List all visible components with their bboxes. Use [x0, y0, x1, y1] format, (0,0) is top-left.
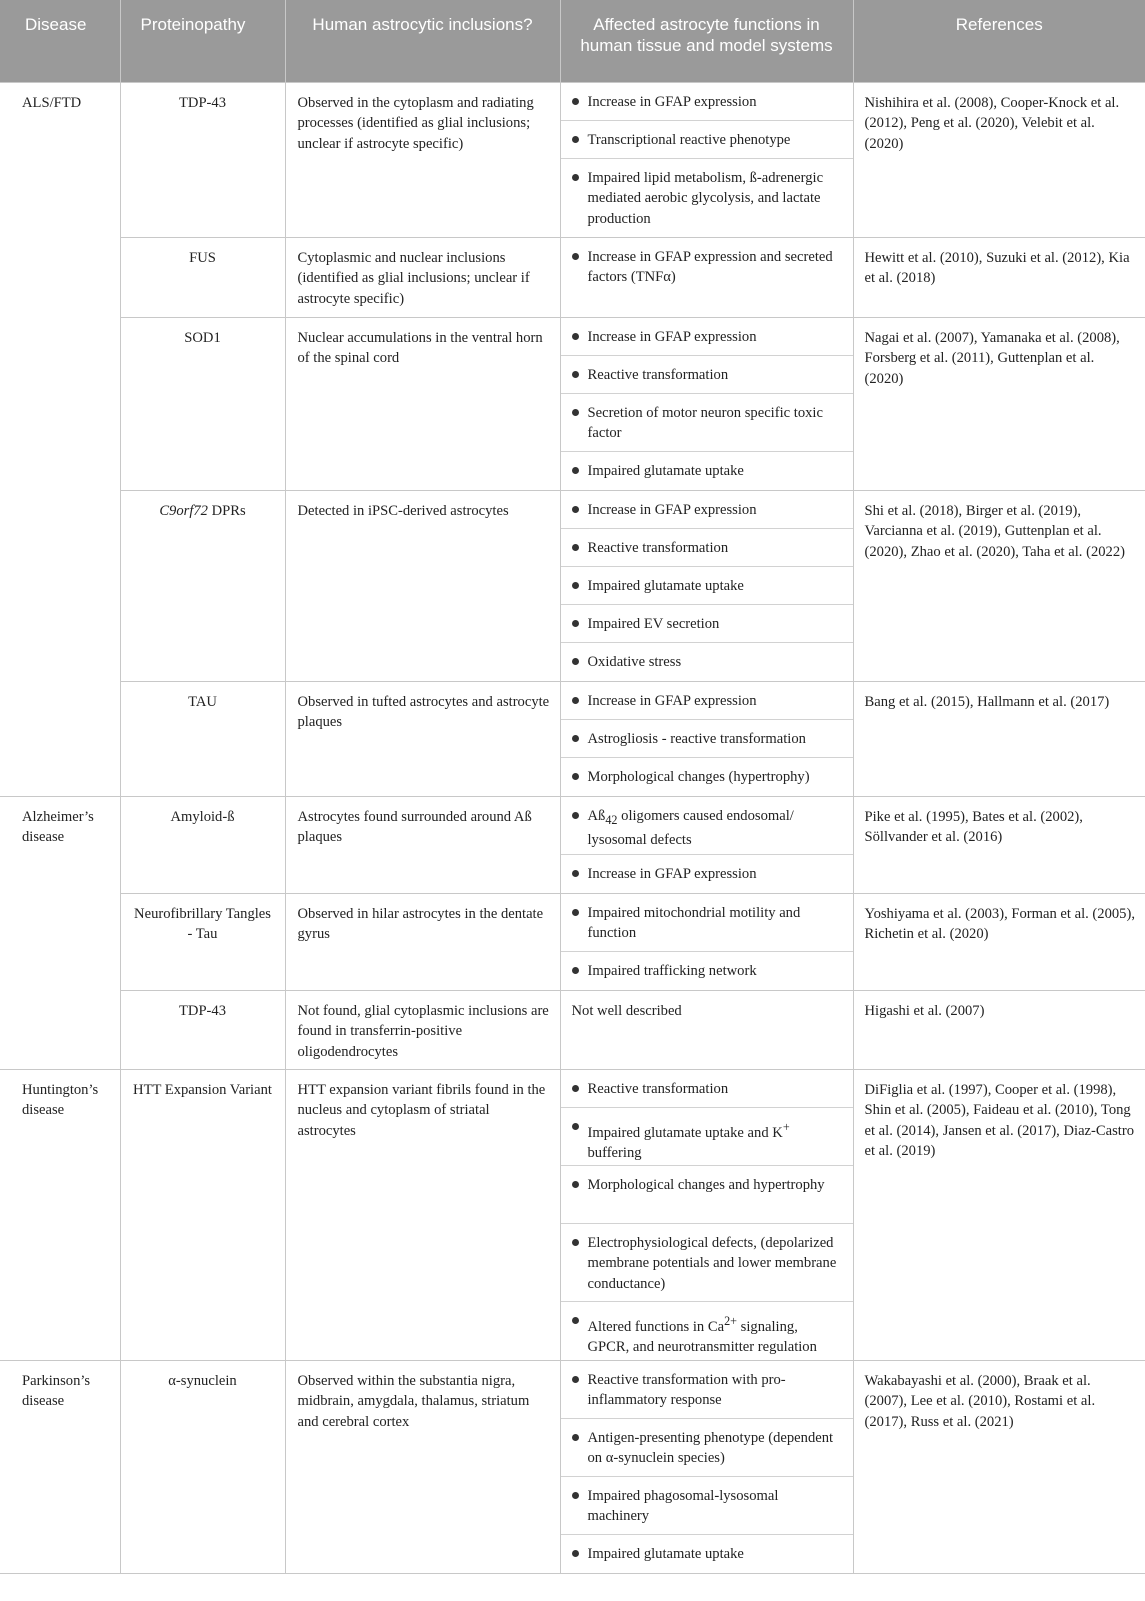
bullet-icon	[572, 697, 579, 704]
proteinopathy-cell: TAU	[120, 681, 285, 796]
bullet-icon	[572, 544, 579, 551]
bullet-icon	[572, 620, 579, 627]
function-item: Impaired EV secretion	[561, 605, 853, 643]
bullet-icon	[572, 582, 579, 589]
functions-cell	[560, 82, 853, 237]
bullet-icon	[572, 506, 579, 513]
proteinopathy-cell: FUS	[120, 237, 285, 317]
inclusions-cell: Not found, glial cytoplasmic inclusions are found in transferrin-positive oligodendrocytes	[285, 990, 560, 1069]
table-row	[0, 490, 1145, 681]
inclusions-cell: HTT expansion variant fibrils found in the nucleus and cytoplasm of striatal astrocytes	[285, 1069, 560, 1360]
functions-cell	[560, 796, 853, 893]
function-text: Not well described	[571, 1002, 682, 1019]
proteinopathy-cell: Neurofibrillary Tangles - Tau	[120, 893, 285, 990]
bullet-icon	[572, 773, 579, 780]
function-item: Impaired glutamate uptake	[561, 1535, 853, 1573]
references-cell: Wakabayashi et al. (2000), Braak et al. (2007), Lee et al. (2010), Rostami et al. (2017), Russ et al. (2021)	[853, 1360, 1145, 1573]
functions-cell	[560, 1069, 853, 1360]
function-item: Antigen-presenting phenotype (dependent on α-synuclein species)	[561, 1419, 853, 1477]
references-cell: Bang et al. (2015), Hallmann et al. (2017)	[853, 681, 1145, 796]
table-row	[0, 82, 1145, 237]
functions-cell	[560, 681, 853, 796]
bullet-icon	[572, 1181, 579, 1188]
inclusions-cell: Observed in the cytoplasm and radiating processes (identified as glial inclusions; unclear if astrocyte specific)	[285, 82, 560, 237]
function-item: Increase in GFAP expression and secreted factors (TNFα)	[561, 238, 853, 317]
bullet-icon	[572, 1492, 579, 1499]
inclusions-cell: Observed within the substantia nigra, midbrain, amygdala, thalamus, striatum and cerebral cortex	[285, 1360, 560, 1573]
header-functions: Affected astrocyte functions in human tissue and model systems	[560, 0, 853, 82]
bullet-icon	[572, 1376, 579, 1383]
bullet-icon	[572, 371, 579, 378]
function-item: Impaired lipid metabolism, ß-adrenergic mediated aerobic glycolysis, and lactate production	[561, 159, 853, 237]
function-item: Increase in GFAP expression	[561, 318, 853, 356]
proteinopathy-cell: TDP-43	[120, 82, 285, 237]
proteinopathy-cell: HTT Expansion Variant	[120, 1069, 285, 1360]
gene-name: C9orf72	[159, 502, 208, 519]
function-item: Electrophysiological defects, (depolarized membrane potentials and lower membrane conductance)	[561, 1224, 853, 1302]
function-item: Altered functions in $Ca^{2+}$ signaling, GPCR, and neurotransmitter regulation	[561, 1302, 853, 1360]
bullet-icon	[572, 658, 579, 665]
function-item: Impaired mitochondrial motility and function	[561, 894, 853, 952]
references-cell: Yoshiyama et al. (2003), Forman et al. (2005), Richetin et al. (2020)	[853, 893, 1145, 990]
disease-cell: Huntington’s disease	[0, 1069, 120, 1360]
bullet-icon	[572, 253, 579, 260]
function-item: Reactive transformation	[561, 356, 853, 394]
table-row	[0, 681, 1145, 796]
bullet-icon	[572, 409, 579, 416]
functions-cell	[560, 1360, 853, 1573]
function-item: Morphological changes (hypertrophy)	[561, 758, 853, 796]
proteinopathy-cell: Amyloid-ß	[120, 796, 285, 893]
function-item: Impaired glutamate uptake and K+ buffering	[561, 1108, 853, 1166]
disease-cell: Parkinson’s disease	[0, 1360, 120, 1573]
functions-cell	[560, 237, 853, 317]
functions-cell	[560, 317, 853, 490]
function-item: Impaired trafficking network	[561, 952, 853, 990]
references-cell: Nagai et al. (2007), Yamanaka et al. (2008), Forsberg et al. (2011), Guttenplan et al. (2020)	[853, 317, 1145, 490]
function-item: Impaired phagosomal-lysosomal machinery	[561, 1477, 853, 1535]
bullet-icon	[572, 812, 579, 819]
proteinopathy-cell: TDP-43	[120, 990, 285, 1069]
function-item: Reactive transformation with pro-inflammatory response	[561, 1361, 853, 1419]
inclusions-cell: Observed in tufted astrocytes and astrocyte plaques	[285, 681, 560, 796]
function-item: $Aß_{42}$ oligomers caused endosomal/ lysosomal defects	[561, 797, 853, 855]
inclusions-cell: Nuclear accumulations in the ventral horn of the spinal cord	[285, 317, 560, 490]
header-references: References	[853, 0, 1145, 82]
bullet-icon	[572, 98, 579, 105]
proteinopathy-cell: C9orf72 DPRs	[120, 490, 285, 681]
table-row	[0, 237, 1145, 317]
bullet-icon	[572, 1123, 579, 1130]
table-row	[0, 1069, 1145, 1360]
function-item: Astrogliosis - reactive transformation	[561, 720, 853, 758]
header-proteinopathy: Proteinopathy	[120, 0, 285, 82]
references-cell: Nishihira et al. (2008), Cooper-Knock et al. (2012), Peng et al. (2020), Velebit et al. (2020)	[853, 82, 1145, 237]
function-item: Increase in GFAP expression	[561, 491, 853, 529]
bullet-icon	[572, 967, 579, 974]
bullet-icon	[572, 1317, 579, 1324]
proteinopathy-cell: SOD1	[120, 317, 285, 490]
inclusions-cell: Detected in iPSC-derived astrocytes	[285, 490, 560, 681]
header-disease: Disease	[0, 0, 120, 82]
function-item: Reactive transformation	[561, 529, 853, 567]
table-row	[0, 796, 1145, 893]
bullet-icon	[572, 909, 579, 916]
bullet-icon	[572, 1434, 579, 1441]
table-row	[0, 317, 1145, 490]
functions-cell	[560, 893, 853, 990]
header-inclusions: Human astrocytic inclusions?	[285, 0, 560, 82]
references-cell: Shi et al. (2018), Birger et al. (2019), Varcianna et al. (2019), Guttenplan et al. (2020), Zhao et al. (2020), Taha et al. (2022)	[853, 490, 1145, 681]
bullet-icon	[572, 174, 579, 181]
table-row	[0, 893, 1145, 990]
inclusions-cell: Cytoplasmic and nuclear inclusions (identified as glial inclusions; unclear if astrocyte specific)	[285, 237, 560, 317]
function-item: Increase in GFAP expression	[561, 682, 853, 720]
functions-cell	[560, 490, 853, 681]
table-row	[0, 1360, 1145, 1573]
disease-cell: ALS/FTD	[0, 82, 120, 796]
function-item: Impaired glutamate uptake	[561, 567, 853, 605]
function-item: Reactive transformation	[561, 1070, 853, 1108]
references-cell: Pike et al. (1995), Bates et al. (2002), Söllvander et al. (2016)	[853, 796, 1145, 893]
function-item: Morphological changes and hypertrophy	[561, 1166, 853, 1224]
bullet-icon	[572, 1239, 579, 1246]
bullet-icon	[572, 1550, 579, 1557]
bullet-icon	[572, 735, 579, 742]
references-cell: Higashi et al. (2007)	[853, 990, 1145, 1069]
bullet-icon	[572, 136, 579, 143]
proteinopathy-cell: α-synuclein	[120, 1360, 285, 1573]
functions-cell	[560, 990, 853, 1069]
function-item: Impaired glutamate uptake	[561, 452, 853, 490]
function-item: Increase in GFAP expression	[561, 855, 853, 893]
bullet-icon	[572, 333, 579, 340]
bullet-icon	[572, 467, 579, 474]
references-cell: DiFiglia et al. (1997), Cooper et al. (1998), Shin et al. (2005), Faideau et al. (2010), Tong et al. (2014), Jansen et al. (2017), Diaz-Castro et al. (2019)	[853, 1069, 1145, 1360]
header-row	[0, 0, 1145, 82]
disease-cell: Alzheimer’s disease	[0, 796, 120, 1069]
function-item: Transcriptional reactive phenotype	[561, 121, 853, 159]
references-cell: Hewitt et al. (2010), Suzuki et al. (2012), Kia et al. (2018)	[853, 237, 1145, 317]
function-item: Secretion of motor neuron specific toxic factor	[561, 394, 853, 452]
inclusions-cell: Observed in hilar astrocytes in the dentate gyrus	[285, 893, 560, 990]
function-item: Oxidative stress	[561, 643, 853, 681]
function-item: Increase in GFAP expression	[561, 83, 853, 121]
bullet-icon	[572, 870, 579, 877]
table-row	[0, 990, 1145, 1069]
inclusions-cell: Astrocytes found surrounded around Aß plaques	[285, 796, 560, 893]
bullet-icon	[572, 1085, 579, 1092]
